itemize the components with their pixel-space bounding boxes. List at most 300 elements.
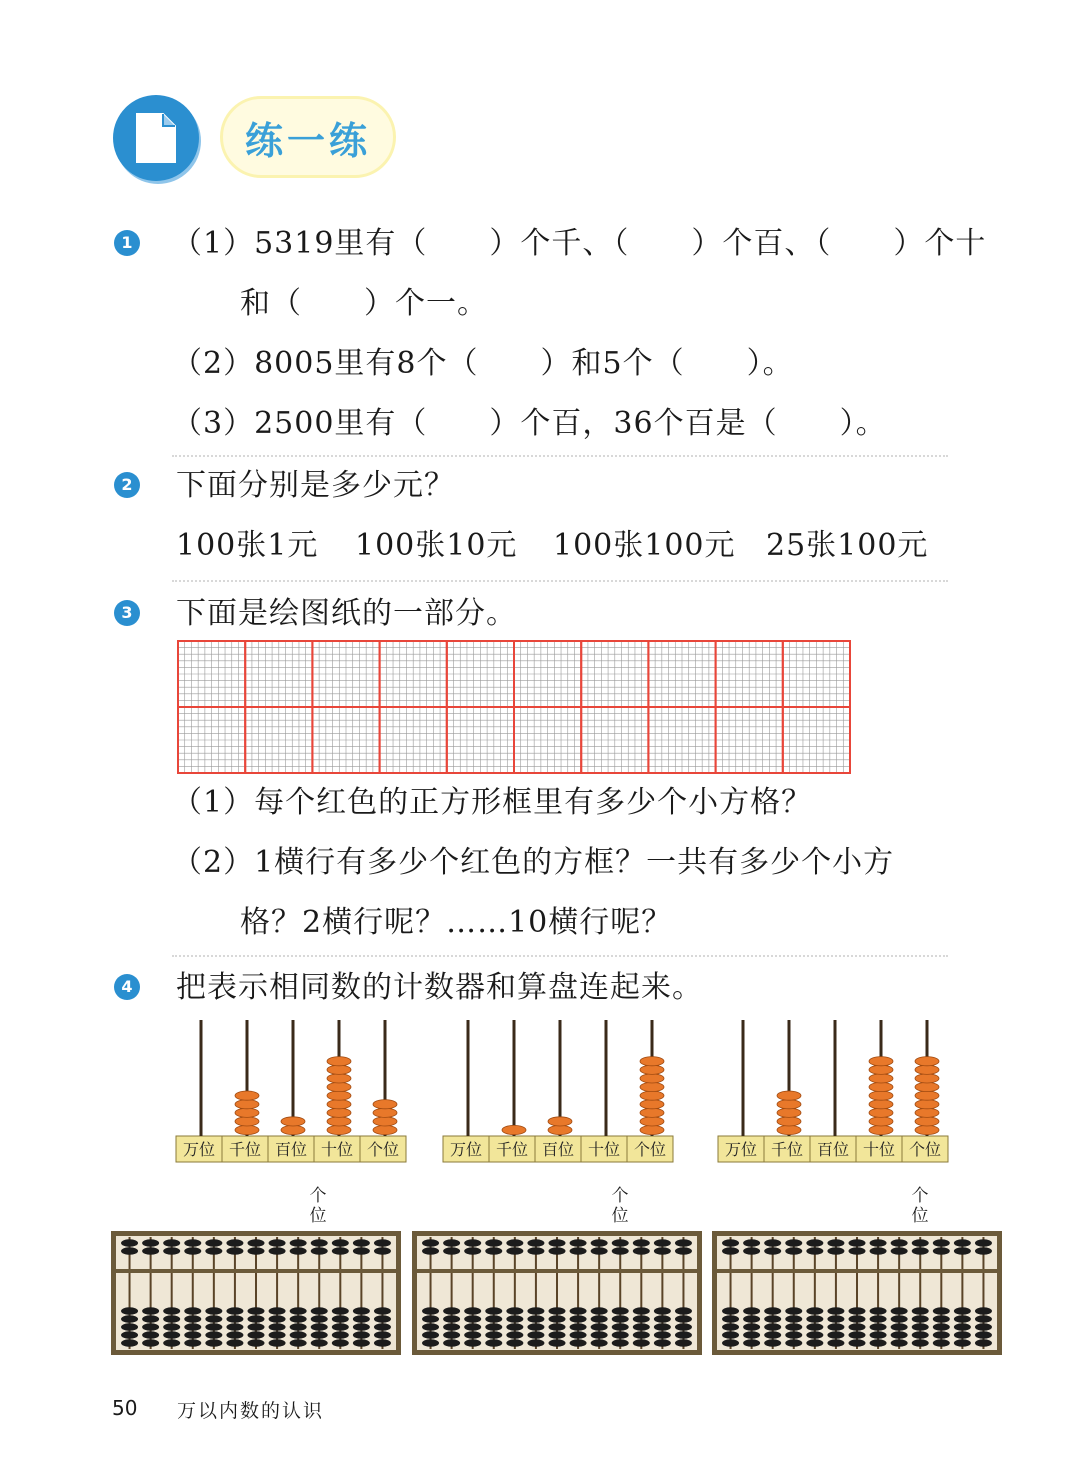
abacus-bead (506, 1307, 523, 1315)
abacus-bead (591, 1331, 608, 1339)
abacus-bead (226, 1247, 243, 1255)
abacus-bead (353, 1339, 370, 1347)
abacus-bead (954, 1247, 971, 1255)
abacus-bead (591, 1339, 608, 1347)
place-label: 百位 (274, 1140, 308, 1159)
question-number-1: 1 (114, 230, 140, 256)
abacus-bead (374, 1323, 391, 1331)
counter-bead (640, 1091, 664, 1100)
abacus-bead (142, 1239, 159, 1247)
place-label: 个位 (366, 1140, 400, 1159)
counter-bead (915, 1108, 939, 1117)
q2-item: 100张10元 (355, 528, 518, 563)
abacus-bead (121, 1331, 138, 1339)
abacus-bead (464, 1239, 481, 1247)
abacus-beam (717, 1269, 997, 1273)
counter-bead (640, 1100, 664, 1109)
counter-bead (235, 1108, 259, 1117)
abacus-bead (891, 1307, 908, 1315)
abacus-bead (654, 1323, 671, 1331)
abacus-bead (374, 1331, 391, 1339)
abacus-bead (311, 1247, 328, 1255)
counter-bead (327, 1074, 351, 1083)
counter-bead (915, 1057, 939, 1066)
abacus-bead (933, 1239, 950, 1247)
abacus-bead (743, 1307, 760, 1315)
counter-bead (777, 1100, 801, 1109)
abacus-bead (806, 1323, 823, 1331)
q2-item: 100张100元 (553, 528, 736, 563)
abacus-bead (785, 1315, 802, 1323)
abacus-bead (722, 1247, 739, 1255)
abacus-bead (184, 1331, 201, 1339)
counter-bead (327, 1065, 351, 1074)
abacus-bead (764, 1239, 781, 1247)
counter-bead (869, 1074, 893, 1083)
abacus-bead (506, 1339, 523, 1347)
abacus-bead (527, 1247, 544, 1255)
abacus-bead (248, 1331, 265, 1339)
q3-sub-2b: 格？2横行呢？……10横行呢？ (240, 905, 673, 940)
abacus-bead (163, 1339, 180, 1347)
abacus-bead (443, 1307, 460, 1315)
abacus-bead (722, 1331, 739, 1339)
abacus-bead (248, 1239, 265, 1247)
abacus-bead (806, 1239, 823, 1247)
abacus-bead (975, 1331, 992, 1339)
abacus-bead (806, 1331, 823, 1339)
divider (172, 580, 948, 582)
abacus-bead (912, 1307, 929, 1315)
abacus-bead (184, 1339, 201, 1347)
abacus-bead (422, 1315, 439, 1323)
abacus-bead (764, 1307, 781, 1315)
counter-bead (235, 1100, 259, 1109)
abacus-bead (743, 1323, 760, 1331)
abacus-bead (785, 1331, 802, 1339)
abacus-bead (675, 1307, 692, 1315)
counting-frame (441, 1018, 677, 1166)
abacus-bead (142, 1315, 159, 1323)
counter-bead (235, 1091, 259, 1100)
abacus-bead (184, 1323, 201, 1331)
abacus-bead (485, 1247, 502, 1255)
abacus-bead (806, 1339, 823, 1347)
abacus-bead (827, 1307, 844, 1315)
abacus-bead (311, 1307, 328, 1315)
abacus-bead (205, 1331, 222, 1339)
abacus-bead (311, 1339, 328, 1347)
abacus-bead (764, 1339, 781, 1347)
abacus-bead (332, 1307, 349, 1315)
abacus-bead (975, 1239, 992, 1247)
abacus-bead (912, 1331, 929, 1339)
abacus-bead (675, 1247, 692, 1255)
abacus-bead (785, 1239, 802, 1247)
abacus-bead (464, 1339, 481, 1347)
abacus-ones-label: 个位 (911, 1186, 929, 1226)
counter-bead (869, 1108, 893, 1117)
abacus-bead (121, 1247, 138, 1255)
abacus-bead (205, 1307, 222, 1315)
counter-bead (777, 1091, 801, 1100)
abacus-bead (764, 1331, 781, 1339)
abacus-bead (506, 1315, 523, 1323)
abacus-bead (353, 1247, 370, 1255)
counter-bead (373, 1108, 397, 1117)
abacus-bead (163, 1239, 180, 1247)
abacus-bead (570, 1247, 587, 1255)
counter-bead (640, 1074, 664, 1083)
abacus-bead (121, 1315, 138, 1323)
abacus-bead (827, 1315, 844, 1323)
abacus-bead (121, 1323, 138, 1331)
exercise-icon (113, 95, 199, 181)
counter-bead (640, 1108, 664, 1117)
abacus-bead (248, 1339, 265, 1347)
abacus (111, 1231, 401, 1355)
abacus-bead (549, 1307, 566, 1315)
abacus-bead (163, 1315, 180, 1323)
abacus-bead (849, 1315, 866, 1323)
abacus-bead (549, 1315, 566, 1323)
abacus-bead (975, 1247, 992, 1255)
abacus-bead (591, 1315, 608, 1323)
abacus-bead (142, 1331, 159, 1339)
place-label: 十位 (862, 1140, 896, 1159)
abacus-bead (485, 1331, 502, 1339)
abacus-bead (506, 1323, 523, 1331)
abacus-bead (464, 1315, 481, 1323)
abacus-bead (142, 1307, 159, 1315)
abacus-bead (891, 1315, 908, 1323)
abacus-bead (422, 1331, 439, 1339)
abacus-bead (633, 1339, 650, 1347)
abacus-bead (870, 1323, 887, 1331)
abacus-bead (954, 1307, 971, 1315)
abacus-bead (654, 1247, 671, 1255)
abacus-bead (591, 1323, 608, 1331)
abacus-bead (722, 1323, 739, 1331)
abacus-bead (464, 1247, 481, 1255)
abacus-bead (933, 1339, 950, 1347)
abacus-bead (549, 1331, 566, 1339)
abacus-bead (464, 1323, 481, 1331)
counter-bead (327, 1117, 351, 1126)
abacus-bead (422, 1323, 439, 1331)
counter-bead (915, 1117, 939, 1126)
abacus-bead (612, 1247, 629, 1255)
abacus-bead (290, 1247, 307, 1255)
counter-bead (915, 1100, 939, 1109)
abacus-bead (954, 1323, 971, 1331)
abacus-bead (374, 1339, 391, 1347)
abacus-bead (675, 1339, 692, 1347)
counter-bead (640, 1117, 664, 1126)
abacus-bead (485, 1315, 502, 1323)
abacus-bead (485, 1239, 502, 1247)
abacus-bead (785, 1307, 802, 1315)
q3-prompt: 下面是绘图纸的一部分。 (176, 596, 517, 631)
abacus-beam (417, 1269, 697, 1273)
abacus-bead (443, 1339, 460, 1347)
abacus-bead (849, 1331, 866, 1339)
counter-bead (373, 1125, 397, 1134)
abacus-bead (743, 1339, 760, 1347)
counter-bead (869, 1082, 893, 1091)
abacus-bead (226, 1239, 243, 1247)
abacus-bead (443, 1239, 460, 1247)
abacus-bead (353, 1331, 370, 1339)
place-label: 百位 (816, 1140, 850, 1159)
q1-line-2: （2）8005里有8个（ ）和5个（ ）。 (172, 346, 794, 381)
abacus-bead (954, 1315, 971, 1323)
place-label: 万位 (182, 1140, 216, 1159)
abacus-bead (506, 1331, 523, 1339)
abacus-bead (849, 1323, 866, 1331)
abacus-bead (549, 1323, 566, 1331)
counter-bead (915, 1074, 939, 1083)
abacus-bead (226, 1315, 243, 1323)
abacus-bead (654, 1315, 671, 1323)
abacus-bead (933, 1247, 950, 1255)
abacus-bead (205, 1339, 222, 1347)
question-number-4: 4 (114, 974, 140, 1000)
abacus-bead (226, 1331, 243, 1339)
abacus-bead (891, 1331, 908, 1339)
counter-bead (373, 1100, 397, 1109)
counter-bead (373, 1117, 397, 1126)
q1-line-3: （3）2500里有（ ）个百，36个百是（ ）。 (172, 406, 887, 441)
abacus-bead (205, 1239, 222, 1247)
abacus-bead (654, 1239, 671, 1247)
counter-bead (777, 1108, 801, 1117)
abacus-bead (353, 1315, 370, 1323)
abacus-bead (332, 1239, 349, 1247)
abacus-bead (422, 1339, 439, 1347)
counter-bead (281, 1125, 305, 1134)
counter-bead (869, 1091, 893, 1100)
abacus-bead (311, 1331, 328, 1339)
abacus-ones-label: 个位 (309, 1186, 327, 1226)
abacus-bead (870, 1239, 887, 1247)
q1-line-1b: 和（ ）个一。 (240, 286, 488, 321)
abacus (412, 1231, 702, 1355)
place-label: 千位 (770, 1140, 804, 1159)
counter-bead (327, 1082, 351, 1091)
abacus-bead (422, 1247, 439, 1255)
abacus-bead (184, 1315, 201, 1323)
abacus-bead (806, 1315, 823, 1323)
abacus-bead (870, 1339, 887, 1347)
abacus-bead (205, 1323, 222, 1331)
abacus-bead (184, 1239, 201, 1247)
abacus-bead (248, 1307, 265, 1315)
abacus-bead (226, 1339, 243, 1347)
abacus-bead (722, 1239, 739, 1247)
abacus-bead (485, 1323, 502, 1331)
abacus-bead (226, 1307, 243, 1315)
abacus-bead (163, 1331, 180, 1339)
abacus-bead (870, 1247, 887, 1255)
abacus-bead (849, 1247, 866, 1255)
abacus-bead (269, 1247, 286, 1255)
abacus-bead (591, 1239, 608, 1247)
abacus-bead (332, 1339, 349, 1347)
abacus-bead (975, 1307, 992, 1315)
abacus-bead (785, 1339, 802, 1347)
abacus-bead (570, 1323, 587, 1331)
counter-bead (327, 1091, 351, 1100)
abacus-bead (954, 1239, 971, 1247)
abacus-bead (743, 1315, 760, 1323)
abacus-bead (722, 1339, 739, 1347)
abacus-bead (764, 1315, 781, 1323)
abacus-bead (891, 1339, 908, 1347)
document-icon (135, 112, 177, 164)
abacus-bead (912, 1315, 929, 1323)
abacus-bead (675, 1315, 692, 1323)
abacus-bead (612, 1239, 629, 1247)
place-label: 千位 (495, 1140, 529, 1159)
abacus-bead (933, 1331, 950, 1339)
abacus-bead (527, 1323, 544, 1331)
counter-bead (869, 1125, 893, 1134)
abacus-bead (205, 1247, 222, 1255)
counter-bead (915, 1091, 939, 1100)
abacus-beam (116, 1269, 396, 1273)
counter-bead (777, 1117, 801, 1126)
counter-bead (869, 1057, 893, 1066)
place-label: 万位 (724, 1140, 758, 1159)
counter-bead (777, 1125, 801, 1134)
abacus-bead (353, 1323, 370, 1331)
counter-bead (548, 1125, 572, 1134)
divider (172, 455, 948, 457)
abacus-bead (975, 1339, 992, 1347)
abacus-bead (290, 1331, 307, 1339)
abacus-bead (612, 1331, 629, 1339)
q3-sub-1: （1）每个红色的正方形框里有多少个小方格？ (172, 785, 813, 820)
counter-bead (869, 1100, 893, 1109)
abacus-bead (612, 1315, 629, 1323)
abacus-bead (121, 1339, 138, 1347)
abacus-bead (374, 1315, 391, 1323)
abacus-bead (121, 1239, 138, 1247)
abacus-bead (184, 1307, 201, 1315)
abacus-bead (248, 1323, 265, 1331)
abacus-bead (311, 1323, 328, 1331)
abacus-bead (633, 1315, 650, 1323)
abacus-bead (290, 1339, 307, 1347)
abacus-bead (633, 1247, 650, 1255)
abacus-bead (527, 1307, 544, 1315)
place-label: 千位 (228, 1140, 262, 1159)
abacus-bead (269, 1307, 286, 1315)
abacus-bead (443, 1323, 460, 1331)
abacus-bead (443, 1331, 460, 1339)
abacus-bead (806, 1247, 823, 1255)
abacus-bead (311, 1315, 328, 1323)
place-label: 百位 (541, 1140, 575, 1159)
abacus-bead (163, 1307, 180, 1315)
abacus-bead (849, 1339, 866, 1347)
abacus-bead (764, 1247, 781, 1255)
abacus-bead (633, 1307, 650, 1315)
abacus-bead (975, 1315, 992, 1323)
abacus-bead (675, 1239, 692, 1247)
abacus-bead (806, 1307, 823, 1315)
abacus-bead (269, 1239, 286, 1247)
counter-bead (327, 1108, 351, 1117)
abacus-bead (849, 1239, 866, 1247)
abacus-bead (464, 1307, 481, 1315)
counter-bead (548, 1117, 572, 1126)
abacus-bead (422, 1307, 439, 1315)
abacus-bead (332, 1247, 349, 1255)
counter-bead (869, 1117, 893, 1126)
abacus-bead (849, 1307, 866, 1315)
abacus-bead (591, 1307, 608, 1315)
abacus-bead (827, 1331, 844, 1339)
abacus-bead (633, 1331, 650, 1339)
abacus-bead (290, 1323, 307, 1331)
place-label: 个位 (633, 1140, 667, 1159)
abacus-bead (422, 1239, 439, 1247)
abacus-bead (332, 1323, 349, 1331)
question-number-3: 3 (114, 600, 140, 626)
counter-bead (281, 1117, 305, 1126)
counter-bead (915, 1125, 939, 1134)
abacus-bead (870, 1315, 887, 1323)
counter-bead (915, 1082, 939, 1091)
abacus-bead (827, 1323, 844, 1331)
abacus-bead (121, 1307, 138, 1315)
abacus-bead (527, 1315, 544, 1323)
abacus-bead (290, 1307, 307, 1315)
abacus-bead (506, 1239, 523, 1247)
abacus-bead (933, 1307, 950, 1315)
abacus-bead (464, 1331, 481, 1339)
abacus-bead (654, 1339, 671, 1347)
abacus-bead (332, 1315, 349, 1323)
abacus-bead (269, 1339, 286, 1347)
counter-bead (235, 1117, 259, 1126)
q4-prompt: 把表示相同数的计数器和算盘连起来。 (176, 970, 703, 1005)
abacus-bead (722, 1315, 739, 1323)
counter-bead (640, 1125, 664, 1134)
abacus-bead (311, 1239, 328, 1247)
abacus-bead (549, 1239, 566, 1247)
counting-frame (174, 1018, 410, 1166)
abacus-bead (163, 1247, 180, 1255)
abacus-bead (269, 1331, 286, 1339)
abacus-bead (912, 1239, 929, 1247)
abacus-bead (485, 1307, 502, 1315)
q2-item: 25张100元 (766, 528, 929, 563)
abacus-bead (269, 1323, 286, 1331)
abacus-bead (570, 1239, 587, 1247)
abacus-bead (184, 1247, 201, 1255)
abacus-bead (374, 1239, 391, 1247)
abacus-bead (612, 1323, 629, 1331)
q3-sub-2a: （2）1横行有多少个红色的方框？一共有多少个小方 (172, 845, 895, 880)
abacus-bead (269, 1315, 286, 1323)
abacus-bead (675, 1323, 692, 1331)
abacus-bead (570, 1339, 587, 1347)
abacus-bead (443, 1247, 460, 1255)
abacus-bead (654, 1307, 671, 1315)
